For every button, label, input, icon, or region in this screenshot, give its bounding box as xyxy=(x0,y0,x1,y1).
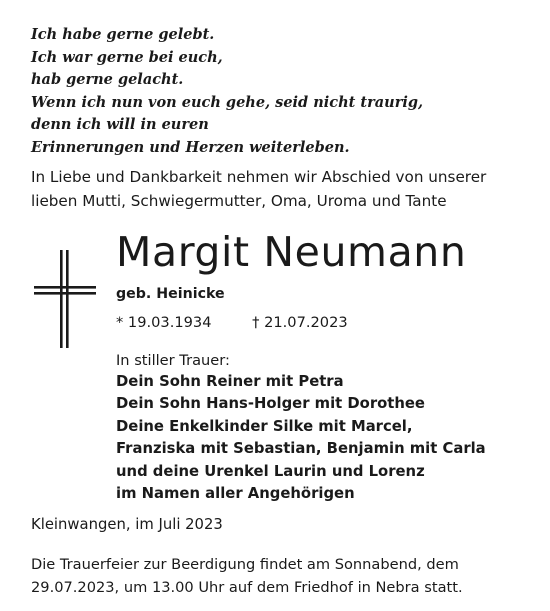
birth-date: * 19.03.1934 xyxy=(116,314,212,331)
mourners-list xyxy=(116,371,486,505)
funeral-line: 29.07.2023, um 13.00 Uhr auf dem Friedhof in Nebra statt. xyxy=(31,578,463,596)
mourner-line: und deine Urenkel Laurin und Lorenz xyxy=(116,462,425,480)
intro-line: In Liebe und Dankbarkeit nehmen wir Abschied von unserer xyxy=(31,168,487,186)
funeral-line: Die Trauerfeier zur Beerdigung findet am Sonnabend, dem xyxy=(31,556,459,573)
intro-line: lieben Mutti, Schwiegermutter, Oma, Uroma und Tante xyxy=(31,192,447,210)
mourner-line: Dein Sohn Reiner mit Petra xyxy=(116,373,344,390)
place-date: Kleinwangen, im Juli 2023 xyxy=(31,516,223,533)
cross-icon xyxy=(34,250,96,348)
intro-text xyxy=(31,165,486,213)
poem xyxy=(31,24,423,160)
death-date: † 21.07.2023 xyxy=(252,314,348,331)
mourners-intro: In stiller Trauer: xyxy=(116,352,230,369)
mourner-line: Franziska mit Sebastian, Benjamin mit Carla xyxy=(116,440,486,458)
deceased-name: Margit Neumann xyxy=(116,228,467,276)
poem-line: Ich war gerne bei euch, xyxy=(31,48,223,66)
mourner-line: im Namen aller Angehörigen xyxy=(116,485,355,503)
maiden-name: geb. Heinicke xyxy=(116,286,225,302)
mourner-line: Dein Sohn Hans-Holger mit Dorothee xyxy=(116,395,425,413)
poem-line: denn ich will in euren xyxy=(31,116,209,134)
poem-line: Wenn ich nun von euch gehe, seid nicht traurig, xyxy=(31,93,424,111)
poem-line: Erinnerungen und Herzen weiterleben. xyxy=(31,138,350,156)
funeral-info xyxy=(31,554,463,599)
poem-line: Ich habe gerne gelebt. xyxy=(31,26,215,43)
poem-line: hab gerne gelacht. xyxy=(31,71,184,89)
mourner-line: Deine Enkelkinder Silke mit Marcel, xyxy=(116,417,413,435)
life-dates xyxy=(116,312,348,334)
